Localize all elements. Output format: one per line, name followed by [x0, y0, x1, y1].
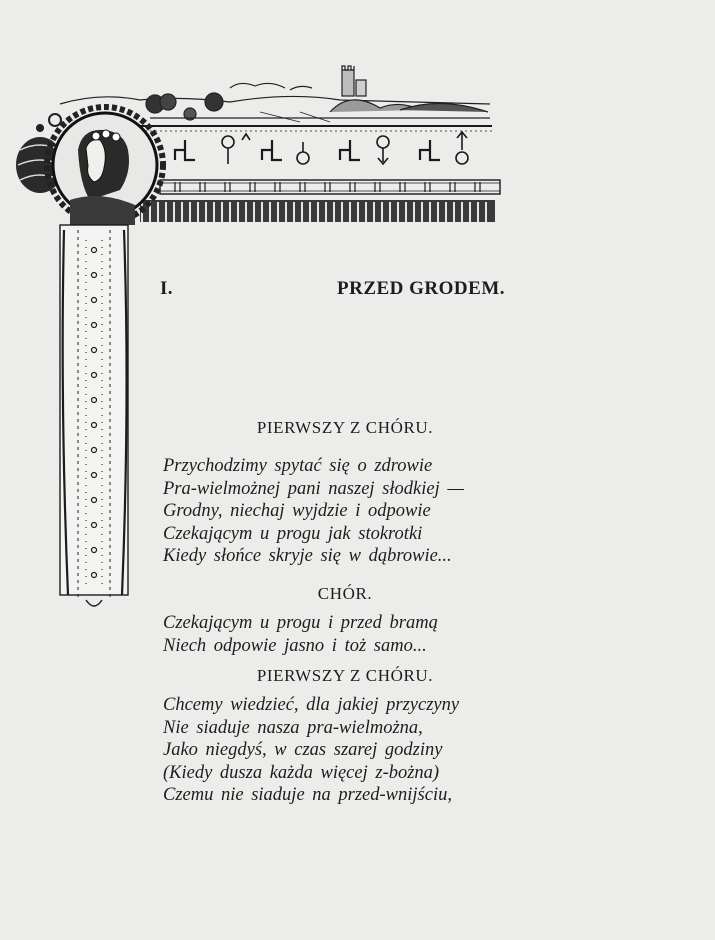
bleed-through-shadow — [160, 300, 540, 420]
frieze-band — [140, 126, 500, 222]
verse-line: Pra-wielmożnej pani naszej słodkiej — — [163, 478, 464, 499]
stanza — [163, 455, 464, 568]
portrait-medallion — [16, 107, 163, 225]
chapter-title: PRZED GRODEM. — [337, 278, 505, 299]
verse-line: Czekającym u progu jak stokrotki — [163, 523, 423, 544]
verse-line: Czemu nie siaduje na przed-wnijściu, — [163, 785, 452, 805]
verse-line: Niech odpowie jasno i toż samo... — [163, 635, 427, 656]
speaker-label: CHÓR. — [317, 584, 373, 603]
chapter-number: I. — [160, 278, 173, 299]
verse-line: (Kiedy dusza każda więcej z-bożna) — [163, 762, 440, 783]
verse-line: Grodny, niechaj wyjdzie i odpowie — [163, 501, 431, 521]
stanza — [163, 612, 438, 657]
speaker-label: PIERWSZY Z CHÓRU. — [256, 418, 434, 437]
verse-line: Chcemy wiedzieć, dla jakiej przyczyny — [163, 695, 460, 715]
speaker-label: PIERWSZY Z CHÓRU. — [256, 666, 434, 685]
verse-line: Nie siaduje nasza pra-wielmożna, — [163, 717, 423, 738]
landscape-illustration — [60, 66, 490, 122]
verse-line: Przychodzimy spytać się o zdrowie — [163, 456, 433, 476]
stanza — [163, 694, 459, 807]
verse-line: Jako niegdyś, w czas szarej godziny — [163, 740, 443, 760]
vertical-border — [60, 225, 128, 606]
verse-line: Czekającym u progu i przed bramą — [163, 613, 438, 633]
verse-line: Kiedy słońce skryje się w dąbrowie... — [163, 546, 452, 566]
